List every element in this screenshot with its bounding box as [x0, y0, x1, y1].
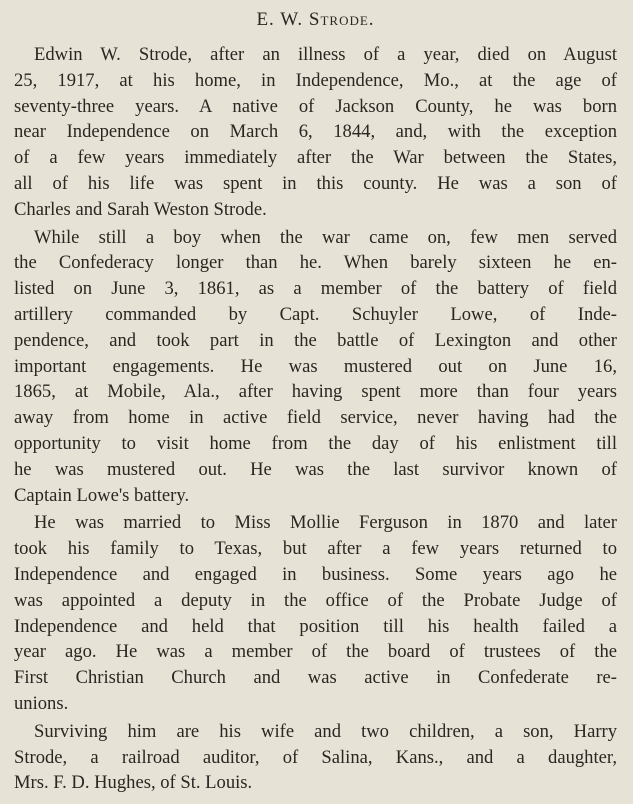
text-line: unions.: [14, 692, 69, 714]
text-line: Strode, a railroad auditor, of Salina, Kans., and a daughter,: [14, 746, 617, 768]
text-line: 1865, at Mobile, Ala., after having spent more than four years: [14, 381, 617, 403]
paragraph: [14, 42, 617, 223]
paragraph: [14, 510, 617, 716]
text-line: was appointed a deputy in the office of the Probate Judge of: [14, 589, 617, 611]
text-line: near Independence on March 6, 1844, and, with the exception: [14, 121, 617, 143]
text-line: away from home in active field service, never having had the: [14, 407, 617, 429]
paragraph: [14, 225, 617, 509]
text-line: While still a boy when the war came on, few men served: [34, 226, 617, 248]
text-line: year ago. He was a member of the board of trustees of the: [14, 641, 617, 663]
obituary-body: [14, 42, 617, 796]
text-line: took his family to Texas, but after a few years returned to: [14, 538, 617, 560]
text-line: important engagements. He was mustered out on June 16,: [14, 355, 617, 377]
text-line: First Christian Church and was active in Confederate re-: [14, 667, 617, 689]
paragraph: [14, 719, 617, 796]
text-line: he was mustered out. He was the last survivor known of: [14, 458, 617, 480]
text-line: all of his life was spent in this county. He was a son of: [14, 172, 617, 194]
text-line: pendence, and took part in the battle of Lexington and other: [14, 329, 617, 351]
obituary-heading: [14, 8, 617, 32]
text-line: Captain Lowe's battery.: [14, 484, 190, 506]
text-line: Independence and engaged in business. Some years ago he: [14, 563, 617, 585]
text-line: 25, 1917, at his home, in Independence, Mo., at the age of: [14, 69, 617, 91]
text-line: Edwin W. Strode, after an illness of a year, died on August: [34, 44, 617, 65]
text-line: opportunity to visit home from the day of his enlistment till: [14, 432, 617, 454]
text-line: of a few years immediately after the War between the States,: [14, 147, 617, 169]
heading-text: E. W. Strode.: [256, 9, 375, 30]
text-line: listed on June 3, 1861, as a member of the battery of field: [14, 278, 617, 300]
text-line: seventy-three years. A native of Jackson County, he was born: [14, 95, 617, 117]
text-line: the Confederacy longer than he. When barely sixteen he en-: [14, 252, 617, 274]
text-line: Charles and Sarah Weston Strode.: [14, 198, 267, 220]
text-line: Mrs. F. D. Hughes, of St. Louis.: [14, 772, 253, 794]
text-line: Surviving him are his wife and two children, a son, Harry: [34, 720, 617, 742]
text-line: He was married to Miss Mollie Ferguson in 1870 and later: [34, 512, 617, 534]
text-line: Independence and held that position till his health failed a: [14, 615, 617, 637]
text-line: artillery commanded by Capt. Schuyler Lowe, of Inde-: [14, 303, 617, 325]
